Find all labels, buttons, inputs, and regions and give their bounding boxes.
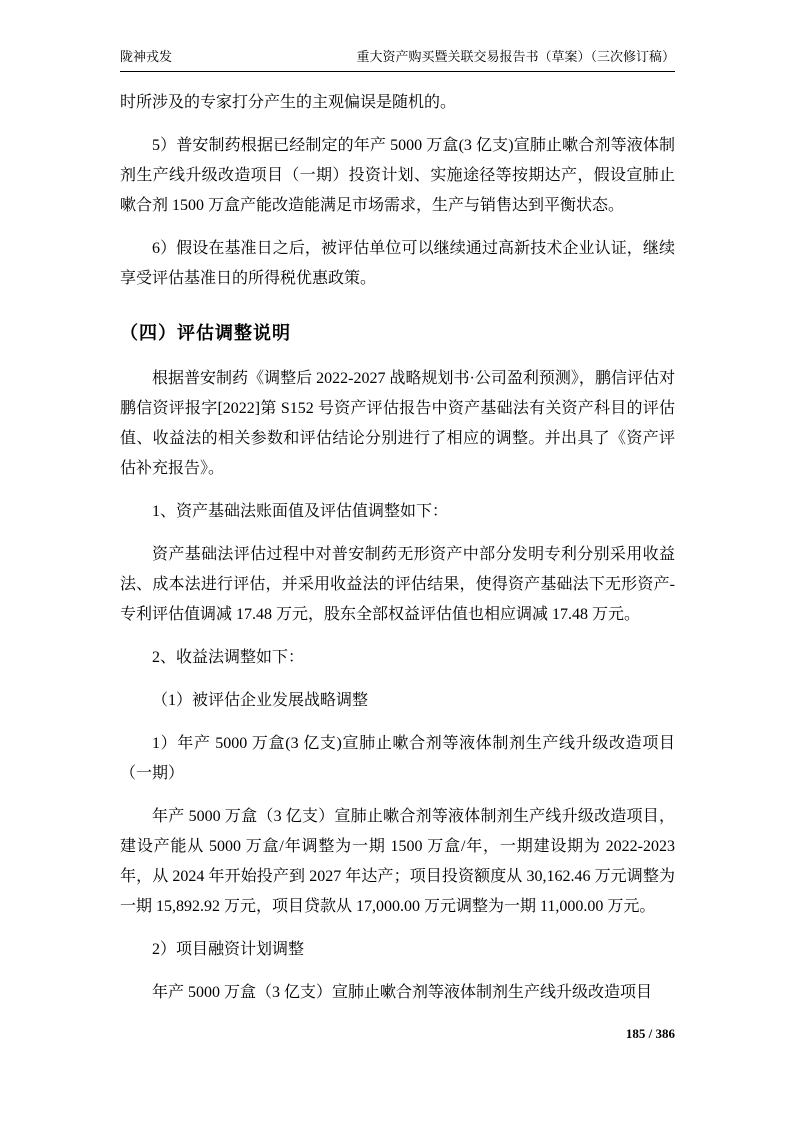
paragraph: 6）假设在基准日之后，被评估单位可以继续通过高新技术企业认证，继续享受评估基准日的所得税优惠政策。 <box>120 240 675 287</box>
paragraph: （1）被评估企业发展战略调整 <box>152 692 369 709</box>
document-body <box>120 88 675 1008</box>
page-number: 185 / 386 <box>625 1026 675 1041</box>
paragraph: 1）年产 5000 万盒(3 亿支)宣肺止嗽合剂等液体制剂生产线升级改造项目（一期） <box>120 735 675 782</box>
paragraph: 1、资产基础法账面值及评估值调整如下： <box>152 503 449 520</box>
paragraph: 资产基础法评估过程中对普安制药无形资产中部分发明专利分别采用收益法、成本法进行评估，并采用收益法的评估结果，使得资产基础法下无形资产-专利评估值调减 17.48 万元，股东全部权益评估值也相应调减 17.48 万元。 <box>120 546 675 623</box>
paragraph: 2）项目融资计划调整 <box>152 941 305 958</box>
paragraph: 5）普安制药根据已经制定的年产 5000 万盒(3 亿支)宣肺止嗽合剂等液体制剂生产线升级改造项目（一期）投资计划、实施途径等按期达产，假设宣肺止嗽合剂 1500 万盒产能改造能满足市场需求，生产与销售达到平衡状态。 <box>120 137 675 214</box>
paragraph: 年产 5000 万盒（3 亿支）宣肺止嗽合剂等液体制剂生产线升级改造项目，建设产能从 5000 万盒/年调整为一期 1500 万盒/年，一期建设期为 2022-2023 年，从 2024 年开始投产到 2027 年达产；项目投资额度从 30,162.46 万元调整为一期 15,892.92 万元，项目贷款从 17,000.00 万元调整为一期 11,000.00 万元。 <box>120 808 675 915</box>
section-heading: （四）评估调整说明 <box>120 323 291 343</box>
header-report-title: 重大资产购买暨关联交易报告书（草案）（三次修订稿） <box>356 49 675 64</box>
paragraph: 年产 5000 万盒（3 亿支）宣肺止嗽合剂等液体制剂生产线升级改造项目 <box>152 984 653 1001</box>
page-header <box>120 48 675 72</box>
paragraph: 2、收益法调整如下： <box>152 649 305 666</box>
header-company-name: 陇神戎发 <box>120 49 173 64</box>
paragraph: 根据普安制药《调整后 2022-2027 战略规划书·公司盈利预测》，鹏信评估对鹏信资评报字[2022]第 S152 号资产评估报告中资产基础法有关资产科目的评估值、收益法的相关参数和评估结论分别进行了相应的调整。并出具了《资产评估补充报告》。 <box>120 370 675 477</box>
paragraph: 时所涉及的专家打分产生的主观偏误是随机的。 <box>120 94 457 111</box>
